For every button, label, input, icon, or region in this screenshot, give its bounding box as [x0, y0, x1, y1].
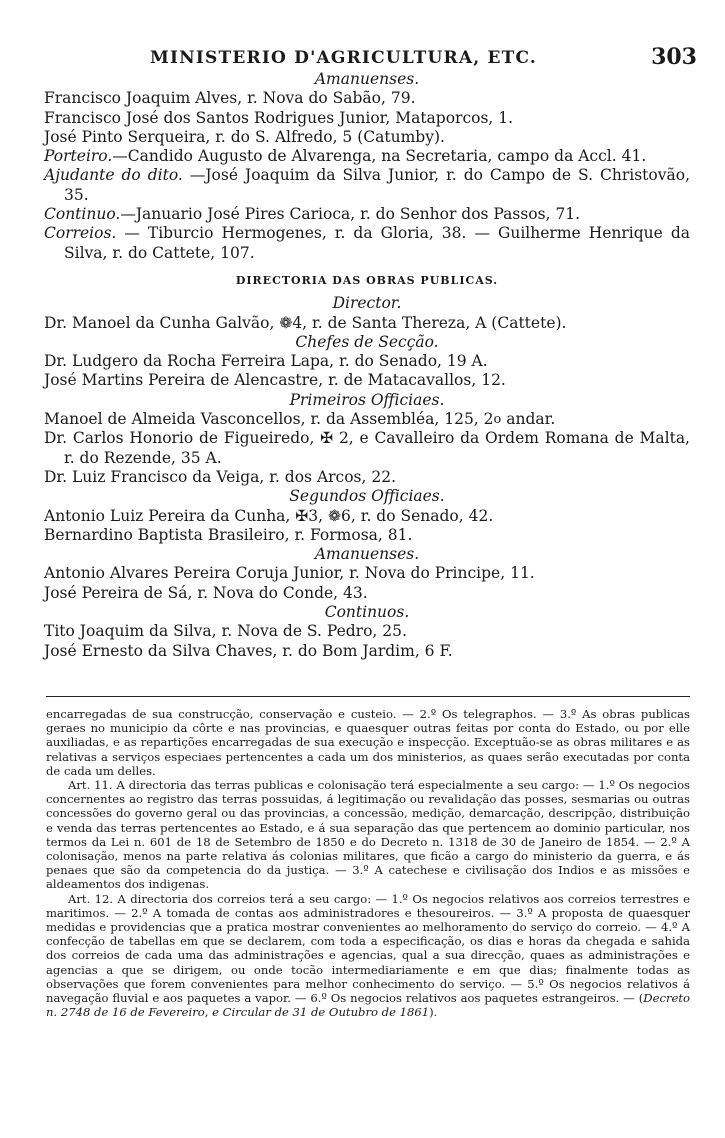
- entry-text: Manoel de Almeida Vasconcellos, r. da Assembléa, 125, 2: [44, 410, 494, 429]
- entry-label: Correios.: [44, 224, 117, 243]
- porteiro-entry: Porteiro.—Candido Augusto de Alvarenga, na Secretaria, campo da Accl. 41.: [44, 147, 647, 166]
- list-item: [44, 429, 690, 468]
- list-item: Dr. Luiz Francisco da Veiga, r. dos Arcos, 22.: [44, 467, 397, 486]
- entry-label: Porteiro.: [44, 147, 113, 166]
- decoration-rose-icon: ❁: [328, 506, 342, 525]
- list-item: José Ernesto da Silva Chaves, r. do Bom Jardim, 6 F.: [44, 641, 453, 660]
- section-title-directoria: DIRECTORIA DAS OBRAS PUBLICAS.: [235, 273, 499, 287]
- decoration-cross-icon: ✠: [295, 506, 309, 525]
- entry-text: Januario José Pires Carioca, r. do Senhor dos Passos, 71.: [135, 205, 581, 224]
- entry-text: andar.: [501, 410, 556, 429]
- footnote-text: ).: [429, 1005, 438, 1020]
- entry-text: Dr. Manoel da Cunha Galvão,: [44, 313, 275, 332]
- page-header: [150, 44, 697, 72]
- footnote-text: Art. 12. A directoria dos correios terá a seu cargo: — 1.º Os negocios relativos aos correios terrestres e maritimos. — 2.º A tomada de contas aos administradores e thesoureiros. — 3.º A proposta de quaesquer medidas e providencias que a pratica mostrar convenientes ao melhoramento do serviço do correio. — 4.º A confecção de tabellas em que se declarem, com toda a especificação, os dias e horas da chegada e sahida dos correios de cada uma das administrações e agencias, qual a sua direcção, quaes as administrações e agencias a que se dirigem, ou onde tocão intermediariamente e em que dias; finalmente todas as observações que forem convenientes para melhor conhecimento do serviço. — 5.º Os negocios relativos á navegação fluvial e aos paquetes a vapor. — 6.º Os negocios relativos aos paquetes estrangeiros. — (: [46, 891, 690, 1006]
- entry-label: Ajudante do dito.: [44, 166, 183, 185]
- entry-label: Continuo.: [44, 205, 121, 224]
- list-item: [44, 410, 690, 429]
- entry-text: 6, r. do Senado, 42.: [341, 506, 494, 525]
- continuo-entry: Continuo.—Januario José Pires Carioca, r. do Senhor dos Passos, 71.: [44, 205, 581, 224]
- list-item: [44, 507, 690, 526]
- entry-text: 3,: [308, 506, 324, 525]
- footnote-paragraph: Art. 11. A directoria das terras publicas e colonisação terá especialmente a seu cargo: — 1.º Os negocios concernentes ao registro das terras possuidas, á legitimação ou revalidação das posses, sesmarias ou outras concessões do governo geral ou das provincias, a concessão, medição, demarcação, descripção, distribuição e venda das terras pertencentes ao Estado, e á sua separação das que pertencem ao dominio particular, nos termos da Lei n. 601 de 18 de Setembro de 1850 e do Decreto n. 1318 de 30 de Janeiro de 1854. — 2.º A colonisação, menos na parte relativa ás colonias militares, que ficão a cargo do ministerio da guerra, e ás penaes que são da competencia do da justiça. — 3.º A catechese e civilisação dos Indios e as missões e aldeamentos dos indigenas.: [46, 778, 690, 892]
- running-title: MINISTERIO D'AGRICULTURA, ETC.: [150, 48, 537, 68]
- section-heading-continuos: Continuos.: [324, 603, 410, 622]
- section-heading-segundos: Segundos Officiaes.: [289, 487, 445, 506]
- footnote-divider: [46, 696, 690, 697]
- list-item: Antonio Alvares Pereira Coruja Junior, r. Nova do Principe, 11.: [44, 564, 535, 583]
- section-heading-chefes: Chefes de Secção.: [295, 332, 439, 351]
- entry-text: Tiburcio Hermogenes, r. da Gloria, 38. — Guilherme Henrique da Silva, r. do Cattete, 107.: [64, 224, 690, 262]
- section-heading-amanuenses: Amanuenses.: [314, 545, 420, 564]
- section-heading-amanuenses: Amanuenses.: [314, 70, 420, 88]
- page-number: 303: [651, 44, 697, 70]
- entry-text: 4, r. de Santa Thereza, A (Cattete).: [292, 313, 567, 332]
- list-item: José Martins Pereira de Alencastre, r. de Matacavallos, 12.: [44, 371, 506, 390]
- ordinal-marker: o: [493, 412, 502, 428]
- decree-citation: Decreto n. 2748 de 16 de Fevereiro, e Circular de 31 de Outubro de 1861: [46, 991, 690, 1020]
- footnote: [46, 707, 690, 1019]
- correios-entry: Correios. — Tiburcio Hermogenes, r. da Gloria, 38. — Guilherme Henrique da Silva, r. do Cattete, 107.: [44, 224, 690, 262]
- ajudante-entry: Ajudante do dito. —José Joaquim da Silva Junior, r. do Campo de S. Christovão, 35.: [44, 166, 691, 204]
- footnote-paragraph: [46, 892, 690, 1020]
- list-item: Francisco Joaquim Alves, r. Nova do Sabão, 79.: [44, 89, 416, 108]
- staff-directory: [44, 70, 690, 661]
- list-item: José Pinto Serqueira, r. do S. Alfredo, 5 (Catumby).: [44, 127, 445, 146]
- entry-text: Dr. Carlos Honorio de Figueiredo,: [44, 429, 315, 448]
- entry-text: Candido Augusto de Alvarenga, na Secretaria, campo da Accl. 41.: [127, 147, 647, 166]
- list-item: Bernardino Baptista Brasileiro, r. Formosa, 81.: [44, 525, 413, 544]
- footnote-paragraph: encarregadas de sua construcção, conservação e custeio. — 2.º Os telegraphos. — 3.º As obras publicas geraes no municipio da côrte e nas provincias, e quaesquer outras feitas por conta do Estado, ou por elle auxiliadas, e as repartições encarregadas de sua execução e inspecção. Exceptuão-se as obras militares e as relativas a serviços especiaes pertencentes a cada um dos ministerios, as quaes serão executadas por conta de cada um delles.: [46, 707, 690, 778]
- entry-text: José Joaquim da Silva Junior, r. do Campo de S. Christovão, 35.: [64, 166, 691, 204]
- section-heading-primeiros: Primeiros Officiaes.: [289, 390, 445, 409]
- list-item: José Pereira de Sá, r. Nova do Conde, 43.: [44, 583, 368, 602]
- section-heading-director: Director.: [332, 294, 402, 313]
- list-item: Dr. Ludgero da Rocha Ferreira Lapa, r. do Senado, 19 A.: [44, 352, 488, 371]
- list-item: Francisco José dos Santos Rodrigues Junior, Mataporcos, 1.: [44, 108, 514, 127]
- decoration-rose-icon: ❁: [279, 313, 293, 332]
- entry-text: Antonio Luiz Pereira da Cunha,: [44, 506, 291, 525]
- entry-text: 2, e Cavalleiro da Ordem Romana de Malta, r. do Rezende, 35 A.: [64, 429, 690, 467]
- list-item: Tito Joaquim da Silva, r. Nova de S. Pedro, 25.: [44, 622, 407, 641]
- director-entry: [44, 314, 690, 333]
- decoration-cross-icon: ✠: [320, 429, 334, 448]
